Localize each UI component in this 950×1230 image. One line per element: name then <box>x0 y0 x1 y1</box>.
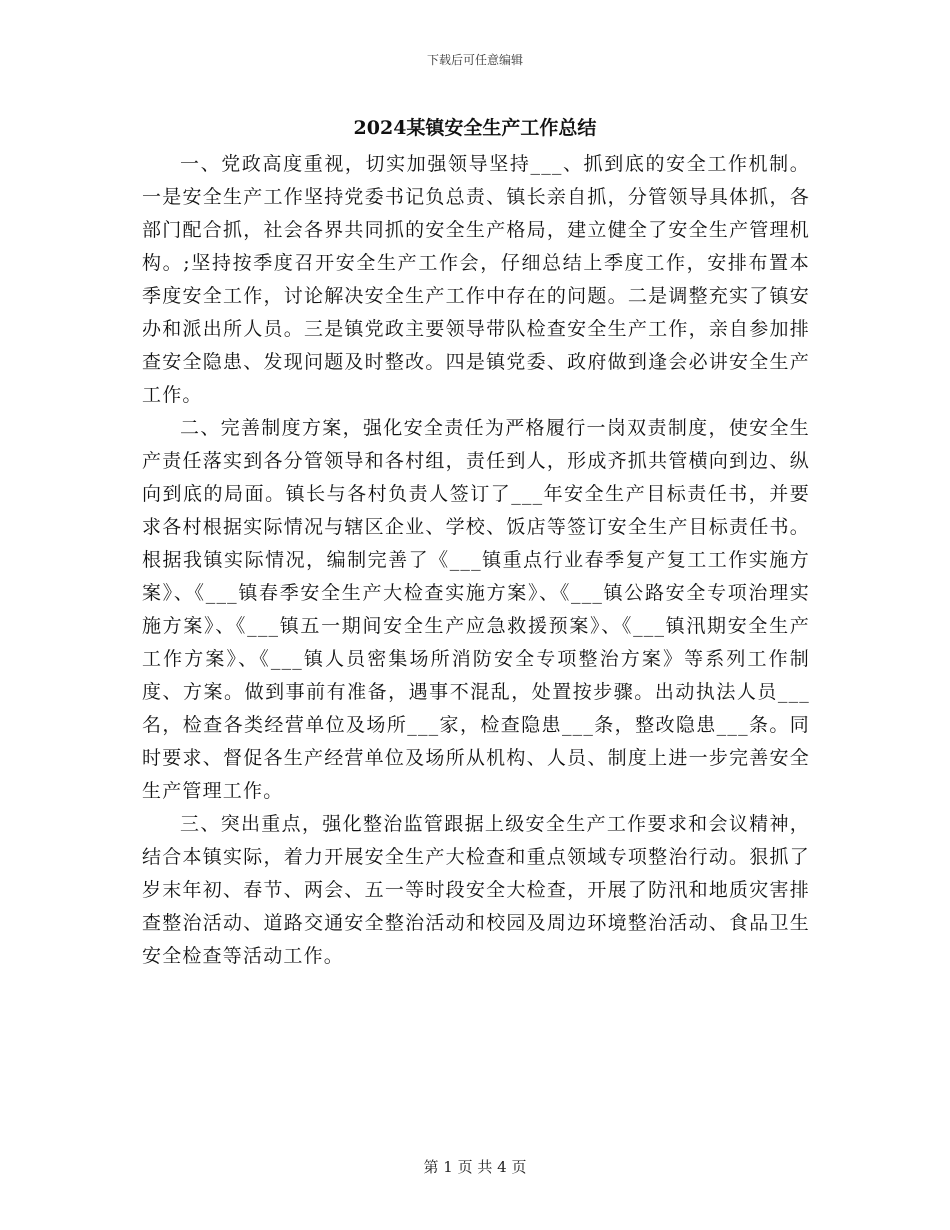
paragraph-3: 三、突出重点，强化整治监管跟据上级安全生产工作要求和会议精神，结合本镇实际，着力开展安全生产大检查和重点领域专项整治行动。狠抓了岁末年初、春节、两会、五一等时段安全大检查，开展了防汛和地质灾害排查整治活动、道路交通安全整治活动和校园及周边环境整治活动、食品卫生安全检查等活动工作。 <box>142 813 810 967</box>
paragraph-1: 一、党政高度重视，切实加强领导坚持___、抓到底的安全工作机制。一是安全生产工作坚持党委书记负总责、镇长亲自抓，分管领导具体抓，各部门配合抓，社会各界共同抓的安全生产格局，建立健全了安全生产管理机构。;坚持按季度召开安全生产工作会，仔细总结上季度工作，安排布置本季度安全工作，讨论解决安全生产工作中存在的问题。二是调整充实了镇安办和派出所人员。三是镇党政主要领导带队检查安全生产工作，亲自参加排查安全隐患、发现问题及时整改。四是镇党委、政府做到逢会必讲安全生产工作。 <box>142 153 810 406</box>
document-title: 2024某镇安全生产工作总结 <box>353 117 597 139</box>
page-footer: 第 1 页 共 4 页 <box>423 1158 527 1176</box>
document-body <box>142 148 810 973</box>
paragraph-2: 二、完善制度方案，强化安全责任为严格履行一岗双责制度，使安全生产责任落实到各分管领导和各村组，责任到人，形成齐抓共管横向到边、纵向到底的局面。镇长与各村负责人签订了___年安全生产目标责任书，并要求各村根据实际情况与辖区企业、学校、饭店等签订安全生产目标责任书。根据我镇实际情况，编制完善了《___镇重点行业春季复产复工工作实施方案》、《___镇春季安全生产大检查实施方案》、《___镇公路安全专项治理实施方案》、《___镇五一期间安全生产应急救援预案》、《___镇汛期安全生产工作方案》、《___镇人员密集场所消防安全专项整治方案》等系列工作制度、方案。做到事前有准备，遇事不混乱，处置按步骤。出动执法人员___名，检查各类经营单位及场所___家，检查隐患___条，整改隐患___条。同时要求、督促各生产经营单位及场所从机构、人员、制度上进一步完善安全生产管理工作。 <box>142 417 810 802</box>
header-note: 下载后可任意编辑 <box>426 53 523 67</box>
